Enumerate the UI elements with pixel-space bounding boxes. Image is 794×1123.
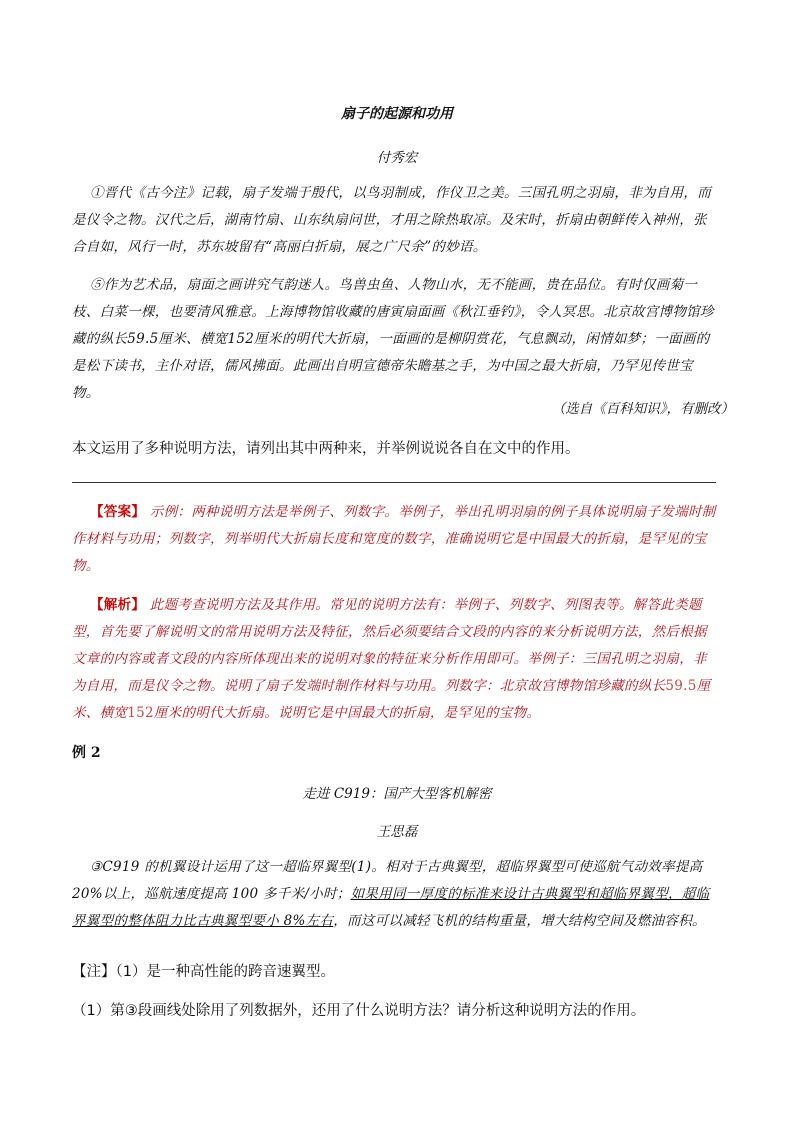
answer-line bbox=[72, 482, 716, 483]
source-citation: （选自《百科知识》，有删改） bbox=[551, 401, 734, 417]
question-1: 本文运用了多种说明方法，请列出其中两种来，并举例说说各自在文中的作用。 bbox=[72, 441, 580, 457]
analysis-paragraph bbox=[72, 592, 720, 727]
paragraph-5: ⑤作为艺术品，扇面之画讲究气韵迷人。鸟兽虫鱼、人物山水，无不能画，贵在品位。有时仅画菊一枝、白菜一棵，也要清风雅意。上海博物馆收藏的唐寅扇面画《秋江垂钓》，令人冥思。北京故宫博物馆珍藏的纵长59.5厘米、横宽152厘米的明代大折扇，一面画的是柳阴赏花，气息飘动，闲情如梦；一面画的是松下读书，主仆对语，儒风拂面。此画出自明宣德帝朱瞻基之手，为中国之最大折扇，乃罕见传世宝物。 bbox=[72, 277, 714, 401]
answer-tag: 【答案】 bbox=[90, 504, 146, 520]
analysis-tag: 【解析】 bbox=[90, 597, 146, 613]
article-author: 付秀宏 bbox=[376, 150, 418, 166]
paragraph-3 bbox=[72, 854, 720, 935]
analysis-number-2: 152 bbox=[127, 705, 154, 721]
paragraph-3-text-b: ，而这可以减轻飞机的结构重量，增大结构空间及燃油容积。 bbox=[333, 913, 706, 929]
note: 【注】（1）是一种高性能的跨音速翼型。 bbox=[72, 964, 335, 980]
example-2-author: 王思磊 bbox=[376, 824, 418, 840]
analysis-text-b: 厘米、横宽 bbox=[72, 678, 711, 721]
paragraph-1: ①晋代《古今注》记载，扇子发端于殷代，以鸟羽制成，作仪卫之美。三国孔明之羽扇，非为自用，而是仪令之物。汉代之后，湖南竹扇、山东纨扇问世，才用之除热取凉。及宋时，折扇由朝鲜传入神州，张合自如，风行一时，苏东坡留有“高丽白折扇，展之广尺余”的妙语。 bbox=[72, 185, 711, 255]
paragraph-3-underlined: 如果用同一厚度的标准来设计古典翼型和超临界翼型，超临界翼型的整体阻力比古典翼型要小 8%左右 bbox=[72, 886, 710, 929]
answer-paragraph bbox=[72, 499, 720, 580]
paragraph-3-text-a: ③C919 的机翼设计运用了这一超临界翼型(1)。相对于古典翼型，超临界翼型可使巡航气动效率提高 20%以上，巡航速度提高 100 多千米/小时； bbox=[72, 859, 703, 902]
example-2-label: 例 2 bbox=[72, 745, 101, 761]
analysis-number-1: 59.5 bbox=[665, 678, 697, 694]
analysis-text-a: 此题考查说明方法及其作用。常见的说明方法有：举例子、列数字、列图表等。解答此类题型，首先要了解说明文的常用说明方法及特征，然后必须要结合文段的内容的来分析说明方法，然后根据文章的内容或者文段的内容所体现出来的说明对象的特征来分析作用即可。举例子：三国孔明之羽扇，非为自用，而是仪令之物。说明了扇子发端时制作材料与功用。列数字：北京故宫博物馆珍藏的纵长 bbox=[72, 597, 707, 694]
analysis-text-c: 厘米的明代大折扇。说明它是中国最大的折扇，是罕见的宝物。 bbox=[153, 705, 541, 721]
question-2: （1）第③段画线处除用了列数据外，还用了什么说明方法？请分析这种说明方法的作用。 bbox=[72, 1003, 646, 1019]
example-2-title: 走进 C919：国产大型客机解密 bbox=[302, 786, 492, 802]
answer-text: 示例：两种说明方法是举例子、列数字。举例子，举出孔明羽扇的例子具体说明扇子发端时制作材料与功用；列数字，列举明代大折扇长度和宽度的数字，准确说明它是中国最大的折扇，是罕见的宝物。 bbox=[72, 504, 716, 574]
article-title: 扇子的起源和功用 bbox=[341, 106, 453, 122]
